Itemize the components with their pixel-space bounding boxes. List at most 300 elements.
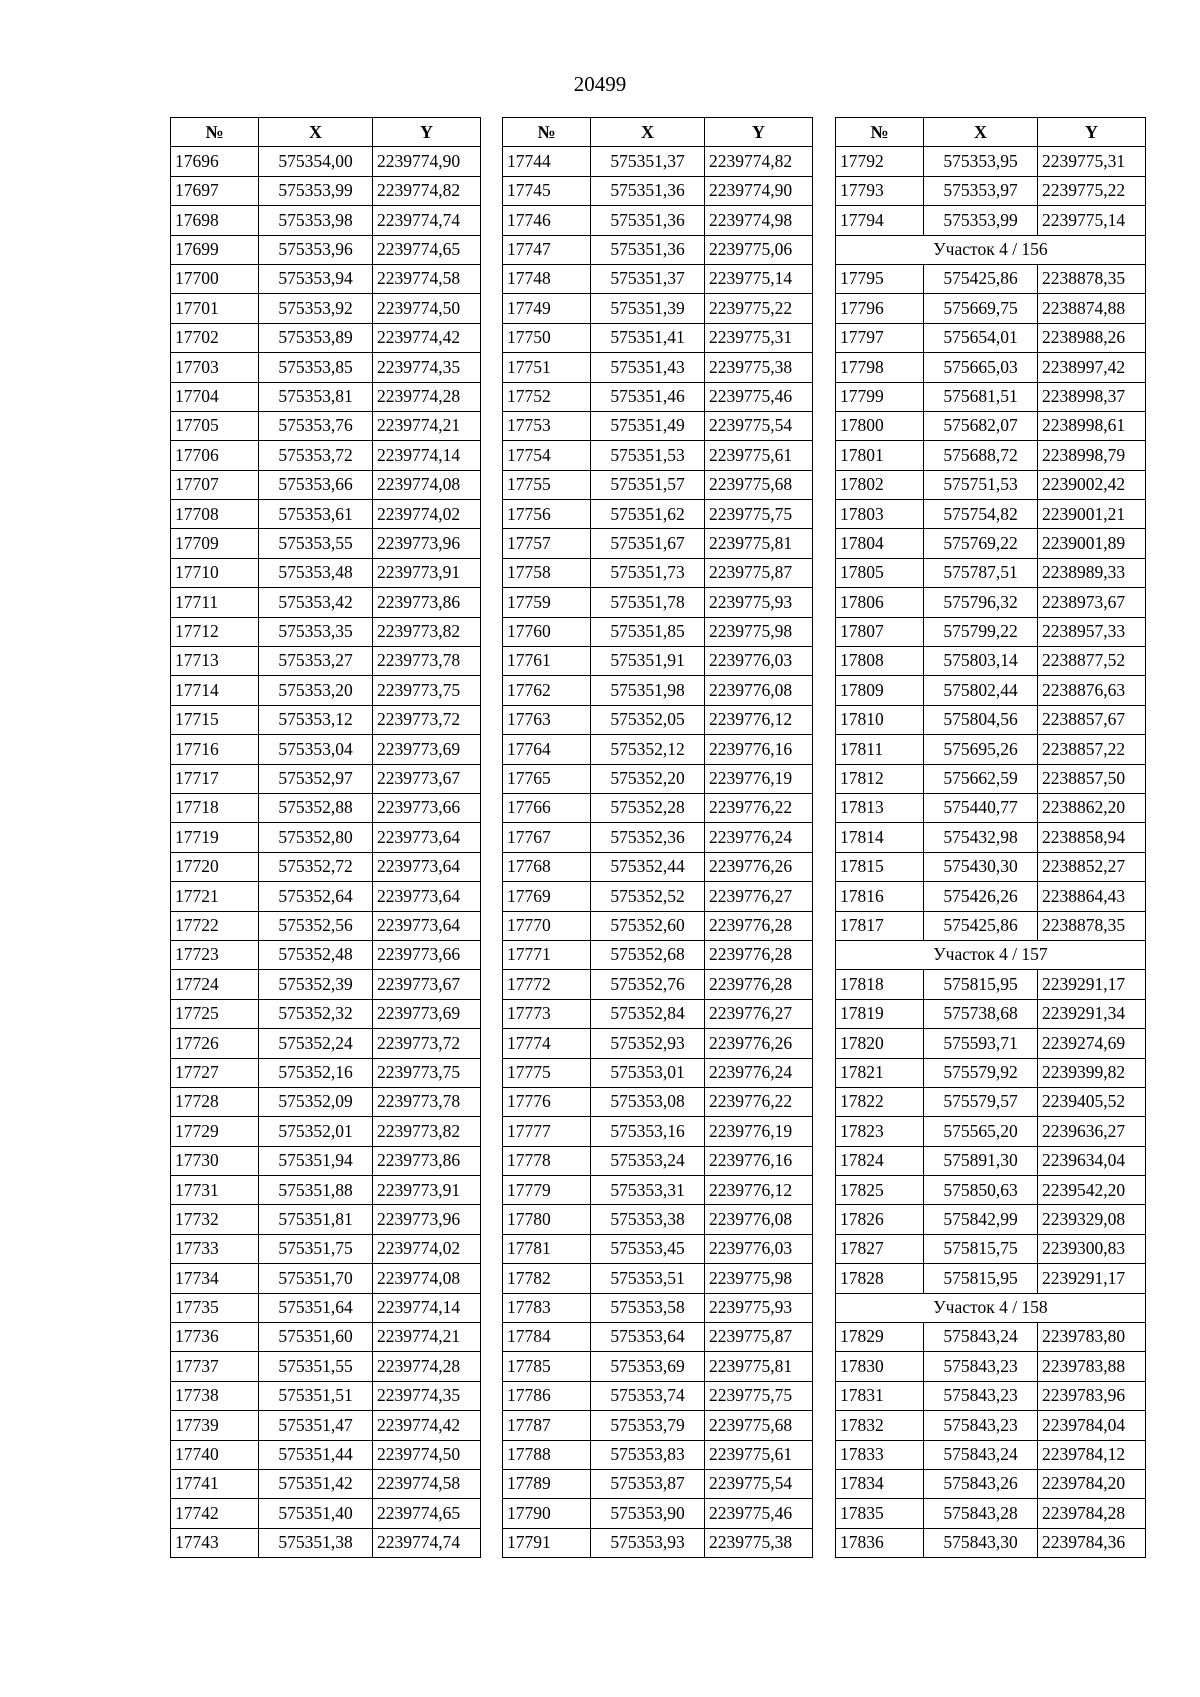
point-number-cell: 17756 — [503, 500, 591, 529]
y-coordinate-cell: 2239783,88 — [1038, 1352, 1146, 1381]
point-number-cell: 17768 — [503, 852, 591, 881]
header-num: № — [836, 118, 924, 147]
point-number-cell: 17710 — [171, 558, 259, 587]
point-number-cell: 17824 — [836, 1146, 924, 1175]
x-coordinate-cell: 575353,48 — [259, 558, 373, 587]
table-row — [171, 1469, 481, 1498]
point-number-cell: 17699 — [171, 235, 259, 264]
y-coordinate-cell: 2238852,27 — [1038, 852, 1146, 881]
table-row — [503, 940, 813, 969]
x-coordinate-cell: 575353,45 — [591, 1234, 705, 1263]
table-row — [171, 1264, 481, 1293]
y-coordinate-cell: 2239775,98 — [705, 617, 813, 646]
table-row — [503, 1499, 813, 1528]
table-row — [836, 1469, 1146, 1498]
point-number-cell: 17812 — [836, 764, 924, 793]
y-coordinate-cell: 2239773,67 — [373, 764, 481, 793]
y-coordinate-cell: 2239774,82 — [373, 176, 481, 205]
y-coordinate-cell: 2239774,90 — [705, 176, 813, 205]
point-number-cell: 17700 — [171, 264, 259, 293]
point-number-cell: 17793 — [836, 176, 924, 205]
table-row — [503, 1411, 813, 1440]
x-coordinate-cell: 575352,88 — [259, 793, 373, 822]
x-coordinate-cell: 575353,74 — [591, 1381, 705, 1410]
x-coordinate-cell: 575353,61 — [259, 500, 373, 529]
point-number-cell: 17790 — [503, 1499, 591, 1528]
table-row — [503, 1087, 813, 1116]
y-coordinate-cell: 2239774,42 — [373, 323, 481, 352]
x-coordinate-cell: 575803,14 — [924, 647, 1038, 676]
point-number-cell: 17739 — [171, 1411, 259, 1440]
point-number-cell: 17724 — [171, 970, 259, 999]
table-row — [836, 1352, 1146, 1381]
x-coordinate-cell: 575353,58 — [591, 1293, 705, 1322]
table-row — [171, 1029, 481, 1058]
x-coordinate-cell: 575351,44 — [259, 1440, 373, 1469]
point-number-cell: 17759 — [503, 588, 591, 617]
x-coordinate-cell: 575352,28 — [591, 793, 705, 822]
table-row — [503, 793, 813, 822]
point-number-cell: 17729 — [171, 1117, 259, 1146]
point-number-cell: 17737 — [171, 1352, 259, 1381]
y-coordinate-cell: 2239775,06 — [705, 235, 813, 264]
x-coordinate-cell: 575850,63 — [924, 1176, 1038, 1205]
y-coordinate-cell: 2239329,08 — [1038, 1205, 1146, 1234]
table-row — [503, 147, 813, 176]
x-coordinate-cell: 575681,51 — [924, 382, 1038, 411]
x-coordinate-cell: 575843,26 — [924, 1469, 1038, 1498]
y-coordinate-cell: 2239774,35 — [373, 353, 481, 382]
table-row — [171, 1440, 481, 1469]
point-number-cell: 17783 — [503, 1293, 591, 1322]
x-coordinate-cell: 575425,86 — [924, 911, 1038, 940]
point-number-cell: 17767 — [503, 823, 591, 852]
table-row — [171, 323, 481, 352]
x-coordinate-cell: 575351,70 — [259, 1264, 373, 1293]
x-coordinate-cell: 575352,20 — [591, 764, 705, 793]
table-row — [836, 1117, 1146, 1146]
x-coordinate-cell: 575352,01 — [259, 1117, 373, 1146]
table-row — [171, 882, 481, 911]
header-row — [503, 118, 813, 147]
point-number-cell: 17723 — [171, 940, 259, 969]
table-row — [503, 970, 813, 999]
table-row — [171, 411, 481, 440]
point-number-cell: 17716 — [171, 735, 259, 764]
point-number-cell: 17802 — [836, 470, 924, 499]
x-coordinate-cell: 575353,24 — [591, 1146, 705, 1175]
y-coordinate-cell: 2239774,21 — [373, 411, 481, 440]
point-number-cell: 17827 — [836, 1234, 924, 1263]
point-number-cell: 17817 — [836, 911, 924, 940]
table-row — [171, 500, 481, 529]
section-title: Участок 4 / 157 — [836, 940, 1146, 969]
point-number-cell: 17743 — [171, 1528, 259, 1557]
y-coordinate-cell: 2239773,78 — [373, 1087, 481, 1116]
table-row — [836, 1146, 1146, 1175]
x-coordinate-cell: 575843,23 — [924, 1352, 1038, 1381]
y-coordinate-cell: 2239774,28 — [373, 1352, 481, 1381]
x-coordinate-cell: 575353,98 — [259, 206, 373, 235]
table-row — [171, 1234, 481, 1263]
y-coordinate-cell: 2239776,19 — [705, 1117, 813, 1146]
table-row — [836, 705, 1146, 734]
table-row — [171, 852, 481, 881]
x-coordinate-cell: 575440,77 — [924, 793, 1038, 822]
section-row — [836, 940, 1146, 969]
table-row — [836, 353, 1146, 382]
y-coordinate-cell: 2239775,68 — [705, 470, 813, 499]
y-coordinate-cell: 2239776,16 — [705, 735, 813, 764]
point-number-cell: 17714 — [171, 676, 259, 705]
x-coordinate-cell: 575815,95 — [924, 970, 1038, 999]
table-row — [503, 1264, 813, 1293]
table-row — [503, 382, 813, 411]
point-number-cell: 17762 — [503, 676, 591, 705]
y-coordinate-cell: 2238864,43 — [1038, 882, 1146, 911]
table-row — [503, 323, 813, 352]
y-coordinate-cell: 2239773,82 — [373, 1117, 481, 1146]
y-coordinate-cell: 2238857,50 — [1038, 764, 1146, 793]
table-row — [503, 705, 813, 734]
table-row — [171, 470, 481, 499]
table-row — [171, 1117, 481, 1146]
point-number-cell: 17814 — [836, 823, 924, 852]
y-coordinate-cell: 2239776,24 — [705, 1058, 813, 1087]
y-coordinate-cell: 2239774,02 — [373, 500, 481, 529]
table-row — [503, 1528, 813, 1557]
table-row — [171, 1058, 481, 1087]
table-row — [503, 764, 813, 793]
y-coordinate-cell: 2239001,21 — [1038, 500, 1146, 529]
point-number-cell: 17698 — [171, 206, 259, 235]
point-number-cell: 17718 — [171, 793, 259, 822]
point-number-cell: 17727 — [171, 1058, 259, 1087]
point-number-cell: 17791 — [503, 1528, 591, 1557]
point-number-cell: 17773 — [503, 999, 591, 1028]
x-coordinate-cell: 575682,07 — [924, 411, 1038, 440]
y-coordinate-cell: 2239774,28 — [373, 382, 481, 411]
point-number-cell: 17799 — [836, 382, 924, 411]
table-row — [503, 411, 813, 440]
x-coordinate-cell: 575353,95 — [924, 147, 1038, 176]
table-row — [171, 353, 481, 382]
x-coordinate-cell: 575738,68 — [924, 999, 1038, 1028]
point-number-cell: 17785 — [503, 1352, 591, 1381]
y-coordinate-cell: 2239774,74 — [373, 1528, 481, 1557]
x-coordinate-cell: 575815,75 — [924, 1234, 1038, 1263]
x-coordinate-cell: 575432,98 — [924, 823, 1038, 852]
x-coordinate-cell: 575565,20 — [924, 1117, 1038, 1146]
y-coordinate-cell: 2239776,08 — [705, 676, 813, 705]
y-coordinate-cell: 2239774,65 — [373, 235, 481, 264]
table-row — [171, 264, 481, 293]
y-coordinate-cell: 2239783,96 — [1038, 1381, 1146, 1410]
table-row — [503, 353, 813, 382]
point-number-cell: 17805 — [836, 558, 924, 587]
section-row — [836, 235, 1146, 264]
y-coordinate-cell: 2239784,20 — [1038, 1469, 1146, 1498]
y-coordinate-cell: 2239774,02 — [373, 1234, 481, 1263]
x-coordinate-cell: 575352,44 — [591, 852, 705, 881]
y-coordinate-cell: 2239776,27 — [705, 999, 813, 1028]
point-number-cell: 17754 — [503, 441, 591, 470]
y-coordinate-cell: 2239775,46 — [705, 382, 813, 411]
y-coordinate-cell: 2239274,69 — [1038, 1029, 1146, 1058]
table-row — [503, 294, 813, 323]
x-coordinate-cell: 575352,93 — [591, 1029, 705, 1058]
table-row — [836, 558, 1146, 587]
x-coordinate-cell: 575351,37 — [591, 147, 705, 176]
point-number-cell: 17835 — [836, 1499, 924, 1528]
point-number-cell: 17806 — [836, 588, 924, 617]
x-coordinate-cell: 575352,68 — [591, 940, 705, 969]
point-number-cell: 17815 — [836, 852, 924, 881]
table-row — [836, 1381, 1146, 1410]
point-number-cell: 17702 — [171, 323, 259, 352]
header-num: № — [171, 118, 259, 147]
point-number-cell: 17707 — [171, 470, 259, 499]
point-number-cell: 17706 — [171, 441, 259, 470]
y-coordinate-cell: 2239776,03 — [705, 647, 813, 676]
y-coordinate-cell: 2238876,63 — [1038, 676, 1146, 705]
y-coordinate-cell: 2239784,36 — [1038, 1528, 1146, 1557]
y-coordinate-cell: 2239775,31 — [1038, 147, 1146, 176]
point-number-cell: 17736 — [171, 1323, 259, 1352]
table-row — [171, 940, 481, 969]
table-row — [503, 1146, 813, 1175]
x-coordinate-cell: 575579,92 — [924, 1058, 1038, 1087]
table-row — [836, 1234, 1146, 1263]
table-row — [503, 852, 813, 881]
y-coordinate-cell: 2238877,52 — [1038, 647, 1146, 676]
point-number-cell: 17753 — [503, 411, 591, 440]
point-number-cell: 17758 — [503, 558, 591, 587]
x-coordinate-cell: 575352,72 — [259, 852, 373, 881]
point-number-cell: 17742 — [171, 1499, 259, 1528]
x-coordinate-cell: 575351,42 — [259, 1469, 373, 1498]
table-row — [171, 558, 481, 587]
table-row — [836, 1323, 1146, 1352]
y-coordinate-cell: 2239773,69 — [373, 735, 481, 764]
x-coordinate-cell: 575353,12 — [259, 705, 373, 734]
point-number-cell: 17834 — [836, 1469, 924, 1498]
x-coordinate-cell: 575353,90 — [591, 1499, 705, 1528]
table-row — [171, 647, 481, 676]
y-coordinate-cell: 2238857,67 — [1038, 705, 1146, 734]
y-coordinate-cell: 2239775,98 — [705, 1264, 813, 1293]
x-coordinate-cell: 575351,46 — [591, 382, 705, 411]
x-coordinate-cell: 575843,28 — [924, 1499, 1038, 1528]
table-row — [836, 1058, 1146, 1087]
x-coordinate-cell: 575353,96 — [259, 235, 373, 264]
table-row — [836, 1528, 1146, 1557]
y-coordinate-cell: 2239773,72 — [373, 705, 481, 734]
x-coordinate-cell: 575891,30 — [924, 1146, 1038, 1175]
x-coordinate-cell: 575430,30 — [924, 852, 1038, 881]
point-number-cell: 17819 — [836, 999, 924, 1028]
x-coordinate-cell: 575665,03 — [924, 353, 1038, 382]
table-row — [171, 970, 481, 999]
table-row — [503, 1323, 813, 1352]
table-row — [836, 647, 1146, 676]
x-coordinate-cell: 575654,01 — [924, 323, 1038, 352]
y-coordinate-cell: 2239775,22 — [705, 294, 813, 323]
point-number-cell: 17720 — [171, 852, 259, 881]
point-number-cell: 17826 — [836, 1205, 924, 1234]
y-coordinate-cell: 2239773,75 — [373, 676, 481, 705]
point-number-cell: 17816 — [836, 882, 924, 911]
y-coordinate-cell: 2239405,52 — [1038, 1087, 1146, 1116]
y-coordinate-cell: 2239774,14 — [373, 1293, 481, 1322]
y-coordinate-cell: 2239773,64 — [373, 882, 481, 911]
y-coordinate-cell: 2239300,83 — [1038, 1234, 1146, 1263]
y-coordinate-cell: 2239774,90 — [373, 147, 481, 176]
header-row — [836, 118, 1146, 147]
x-coordinate-cell: 575353,20 — [259, 676, 373, 705]
point-number-cell: 17715 — [171, 705, 259, 734]
point-number-cell: 17829 — [836, 1323, 924, 1352]
header-y: Y — [373, 118, 481, 147]
point-number-cell: 17778 — [503, 1146, 591, 1175]
point-number-cell: 17732 — [171, 1205, 259, 1234]
table-row — [836, 1176, 1146, 1205]
table-row — [503, 529, 813, 558]
table-row — [503, 1293, 813, 1322]
y-coordinate-cell: 2239776,12 — [705, 705, 813, 734]
x-coordinate-cell: 575352,16 — [259, 1058, 373, 1087]
x-coordinate-cell: 575843,23 — [924, 1411, 1038, 1440]
x-coordinate-cell: 575353,01 — [591, 1058, 705, 1087]
table-row — [503, 676, 813, 705]
x-coordinate-cell: 575352,80 — [259, 823, 373, 852]
table-row — [836, 411, 1146, 440]
x-coordinate-cell: 575351,67 — [591, 529, 705, 558]
x-coordinate-cell: 575425,86 — [924, 264, 1038, 293]
table-row — [836, 1440, 1146, 1469]
y-coordinate-cell: 2239773,75 — [373, 1058, 481, 1087]
table-row — [503, 1440, 813, 1469]
point-number-cell: 17789 — [503, 1469, 591, 1498]
point-number-cell: 17708 — [171, 500, 259, 529]
y-coordinate-cell: 2239773,78 — [373, 647, 481, 676]
table-row — [836, 764, 1146, 793]
y-coordinate-cell: 2239775,81 — [705, 1352, 813, 1381]
point-number-cell: 17779 — [503, 1176, 591, 1205]
x-coordinate-cell: 575754,82 — [924, 500, 1038, 529]
x-coordinate-cell: 575352,05 — [591, 705, 705, 734]
y-coordinate-cell: 2239774,65 — [373, 1499, 481, 1528]
y-coordinate-cell: 2239776,22 — [705, 1087, 813, 1116]
point-number-cell: 17763 — [503, 705, 591, 734]
y-coordinate-cell: 2239774,50 — [373, 294, 481, 323]
y-coordinate-cell: 2239773,82 — [373, 617, 481, 646]
y-coordinate-cell: 2239775,54 — [705, 411, 813, 440]
y-coordinate-cell: 2239776,12 — [705, 1176, 813, 1205]
point-number-cell: 17734 — [171, 1264, 259, 1293]
x-coordinate-cell: 575351,91 — [591, 647, 705, 676]
x-coordinate-cell: 575353,81 — [259, 382, 373, 411]
table-row — [171, 294, 481, 323]
coordinates-table-1 — [170, 117, 481, 1558]
x-coordinate-cell: 575787,51 — [924, 558, 1038, 587]
x-coordinate-cell: 575353,08 — [591, 1087, 705, 1116]
table-row — [836, 970, 1146, 999]
x-coordinate-cell: 575353,55 — [259, 529, 373, 558]
y-coordinate-cell: 2239773,91 — [373, 558, 481, 587]
x-coordinate-cell: 575353,93 — [591, 1528, 705, 1557]
point-number-cell: 17830 — [836, 1352, 924, 1381]
point-number-cell: 17747 — [503, 235, 591, 264]
table-row — [503, 647, 813, 676]
point-number-cell: 17760 — [503, 617, 591, 646]
y-coordinate-cell: 2239776,16 — [705, 1146, 813, 1175]
table-row — [503, 500, 813, 529]
table-row — [836, 617, 1146, 646]
y-coordinate-cell: 2238857,22 — [1038, 735, 1146, 764]
table-row — [503, 882, 813, 911]
x-coordinate-cell: 575352,24 — [259, 1029, 373, 1058]
table-row — [171, 382, 481, 411]
x-coordinate-cell: 575352,09 — [259, 1087, 373, 1116]
table-row — [503, 823, 813, 852]
table-row — [836, 500, 1146, 529]
point-number-cell: 17798 — [836, 353, 924, 382]
x-coordinate-cell: 575351,43 — [591, 353, 705, 382]
table-row — [503, 1058, 813, 1087]
y-coordinate-cell: 2238997,42 — [1038, 353, 1146, 382]
y-coordinate-cell: 2239774,42 — [373, 1411, 481, 1440]
y-coordinate-cell: 2239773,69 — [373, 999, 481, 1028]
point-number-cell: 17775 — [503, 1058, 591, 1087]
table-row — [171, 617, 481, 646]
point-number-cell: 17771 — [503, 940, 591, 969]
y-coordinate-cell: 2239775,61 — [705, 1440, 813, 1469]
x-coordinate-cell: 575662,59 — [924, 764, 1038, 793]
x-coordinate-cell: 575353,04 — [259, 735, 373, 764]
table-body — [836, 147, 1146, 1558]
x-coordinate-cell: 575352,52 — [591, 882, 705, 911]
point-number-cell: 17769 — [503, 882, 591, 911]
header-y: Y — [705, 118, 813, 147]
y-coordinate-cell: 2239774,08 — [373, 1264, 481, 1293]
table-row — [171, 1411, 481, 1440]
point-number-cell: 17764 — [503, 735, 591, 764]
x-coordinate-cell: 575352,39 — [259, 970, 373, 999]
point-number-cell: 17836 — [836, 1528, 924, 1557]
x-coordinate-cell: 575351,55 — [259, 1352, 373, 1381]
x-coordinate-cell: 575353,31 — [591, 1176, 705, 1205]
y-coordinate-cell: 2239773,86 — [373, 1146, 481, 1175]
header-row — [171, 118, 481, 147]
y-coordinate-cell: 2239775,87 — [705, 1323, 813, 1352]
point-number-cell: 17818 — [836, 970, 924, 999]
x-coordinate-cell: 575843,23 — [924, 1381, 1038, 1410]
y-coordinate-cell: 2238973,67 — [1038, 588, 1146, 617]
point-number-cell: 17709 — [171, 529, 259, 558]
x-coordinate-cell: 575353,94 — [259, 264, 373, 293]
x-coordinate-cell: 575351,75 — [259, 1234, 373, 1263]
point-number-cell: 17704 — [171, 382, 259, 411]
x-coordinate-cell: 575351,85 — [591, 617, 705, 646]
table-row — [836, 1264, 1146, 1293]
point-number-cell: 17807 — [836, 617, 924, 646]
point-number-cell: 17781 — [503, 1234, 591, 1263]
point-number-cell: 17813 — [836, 793, 924, 822]
point-number-cell: 17719 — [171, 823, 259, 852]
y-coordinate-cell: 2239774,21 — [373, 1323, 481, 1352]
table-row — [171, 823, 481, 852]
